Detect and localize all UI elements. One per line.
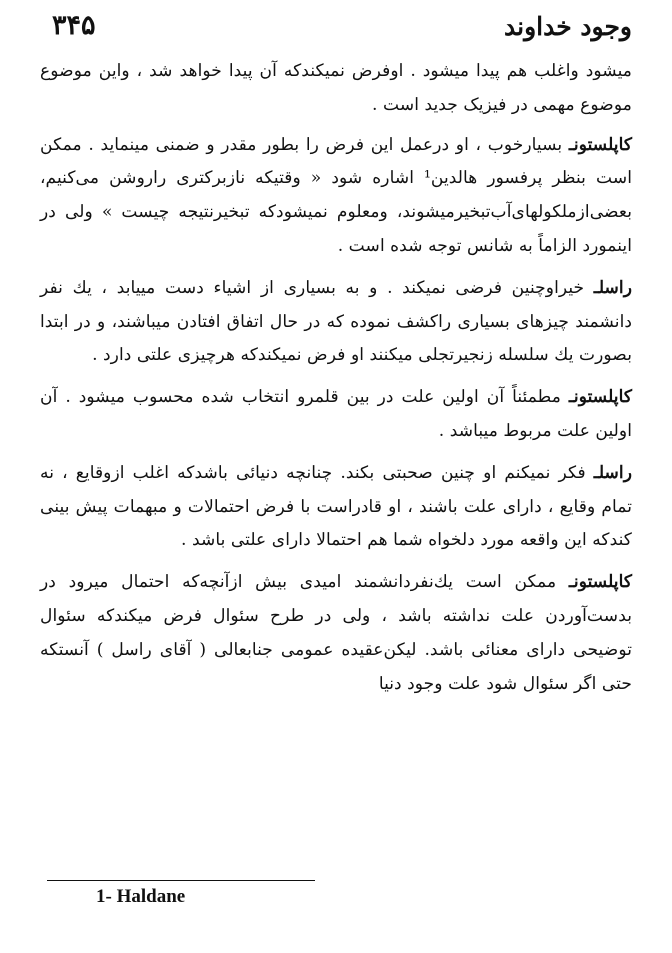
dialogue-paragraph [40,457,632,558]
dialogue-paragraph [40,129,632,264]
page-number: ۳۴۵ [52,10,96,41]
dialogue-paragraph [40,566,632,701]
footnote [96,886,185,908]
footnote-marker: ‎1- [96,886,112,907]
dialogue-paragraph [40,272,632,373]
paragraph-text: مطمئناً آن اولین علت در بین قلمرو انتخاب شده محسوب میشود . آن اولین علت مربوط میباشد . [40,387,632,441]
paragraph-text: خیراوچنین فرضی نمیکند . و به بسیاری از اشیاء دست مییابد ، یك نفر دانشمند چیزهای بسیاری راکشف نموده که در حال اتفاق افتادن میباشند، و در ابتدا بصورت یك سلسله زنجیرتجلی میکنند او فرض نمیکندکه هرچیزی علتی دارد . [40,277,632,366]
paragraph-text: فکر نمیکنم او چنین صحبتی بکند. چنانچه دنیائی باشدکه اغلب ازوقایع ، نه تمام وقایع ، دارای علت باشند ، او قادراست با فرض احتمالات و مبهمات پیش بینی کندکه این واقعه مورد دلخواه شما هم احتمالا دارای علتی باشد . [40,462,632,551]
paragraph-text: میشود واغلب هم پیدا میشود . اوفرض نمیکندکه آن پیدا خواهد شد ، واین موضوع موضوع مهمی در فیزیک جدید است . [40,61,632,115]
speaker-name: کاپلستون [573,387,632,408]
body-text [40,55,632,709]
dialogue-paragraph [40,381,632,449]
speaker-dash: ـ [593,277,599,298]
paragraph-text: ممکن است یك‌نفردانشمند امیدی بیش ازآنچه‌که احتمال میرود در بدست‌آوردن علت نداشته باشد ، ولی در طرح سئوال فرض میکندکه سئوال توضیحی دارای معنائی باشد. لیکن‌عقیده عمومی جنابعالی ( آقای راسل ) آنستکه حتی اگر سئوال شود علت وجود دنیا [40,572,632,694]
speaker-name: راسل [598,462,632,483]
speaker-dash: ـ [568,572,574,593]
footnote-text: Haldane [116,886,186,907]
speaker-name: کاپلستون [573,134,632,155]
footnote-divider [47,880,315,881]
running-title: وجود خداوند [504,12,632,41]
page-header [40,10,632,46]
speaker-dash: ـ [593,462,599,483]
paragraph-text: بسیارخوب ، او درعمل این فرض را بطور مقدر و ضمنی مینماید . ممکن است بنظر پرفسور هالدین¹ اشاره شود « وقتیکه نازبرکتری راروشن می‌کنیم، بعضی‌ازملکولهای‌آب‌تبخیرمیشوند، ومعلوم نمیشودکه تبخیرنتیجه چیست » ولی در اینمورد الزاماً به شانس توجه شده است . [40,134,633,256]
speaker-name: راسل [598,277,632,298]
speaker-name: کاپلستون [573,572,632,593]
speaker-dash: ـ [568,387,574,408]
speaker-dash: ـ [568,134,574,155]
paragraph [40,55,632,123]
